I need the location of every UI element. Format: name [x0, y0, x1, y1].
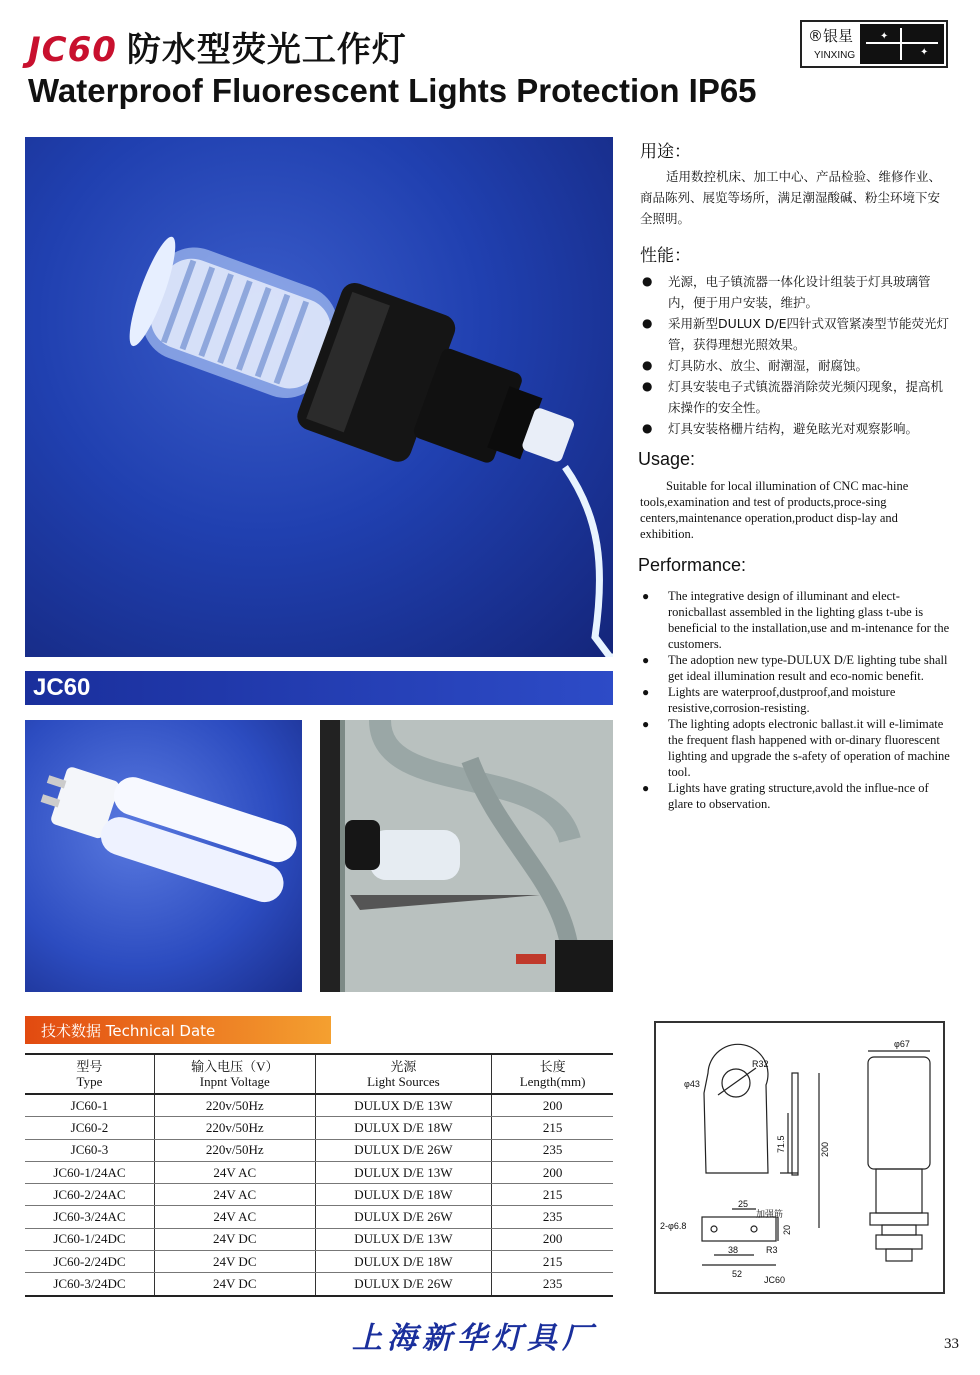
tech-data-title: 技术数据 Technical Date: [41, 1022, 216, 1040]
table-row: JC60-1/24AC 24V AC DULUX D/E 13W 200: [25, 1161, 613, 1183]
usage-cn-heading: 用途：: [640, 142, 691, 162]
col-header-length: 长度 Length(mm): [492, 1054, 613, 1094]
list-item: ● The integrative design of illuminant and elect-ronicballast assembled in the lighting glass t-ube is beneficial to the installation,use and m-intenance for the customers.: [640, 588, 950, 652]
performance-en-list: [640, 588, 950, 812]
usage-cn-text: 适用数控机床、加工中心、产品检验、维修作业、商品陈列、展览等场所，满足潮湿酸碱、粉尘环境下安全照明。: [640, 169, 942, 226]
brand-name: YINXING: [814, 50, 856, 61]
table-row: JC60-1/24DC 24V DC DULUX D/E 13W 200: [25, 1228, 613, 1250]
drawing-dim-r32: R32: [752, 1059, 769, 1069]
drawing-dim-25: 25: [738, 1199, 749, 1209]
table-row: JC60-2 220v/50Hz DULUX D/E 18W 215: [25, 1117, 613, 1139]
model-code: JC60: [28, 30, 117, 70]
page-title-cn: [28, 22, 407, 71]
model-label: JC60: [33, 674, 91, 701]
drawing-dim-20: 20: [782, 1224, 792, 1235]
list-item: ● 采用新型DULUX D/E四针式双管紧凑型节能荧光灯管，获得理想光照效果。: [640, 313, 952, 355]
list-item: ● 灯具安装格栅片结构，避免眩光对观察影响。: [640, 418, 952, 439]
title-cn-text: 防水型荧光工作灯: [126, 30, 407, 70]
model-label-bar: [25, 671, 613, 705]
drawing-dim-715: 71.5: [776, 1135, 786, 1153]
drawing-note-rib: 加强筋: [756, 1209, 784, 1219]
table-row: JC60-3/24AC 24V AC DULUX D/E 26W 235: [25, 1206, 613, 1228]
drawing-dim-d67: φ67: [894, 1039, 910, 1049]
col-header-light-source: 光源 Light Sources: [315, 1054, 491, 1094]
performance-cn-heading: 性能：: [640, 246, 691, 266]
usage-en-heading: Usage:: [638, 449, 696, 469]
table-header-row: [25, 1054, 613, 1094]
table-row: JC60-2/24DC 24V DC DULUX D/E 18W 215: [25, 1251, 613, 1273]
page-title-en: Waterproof Fluorescent Lights Protection IP65: [28, 72, 757, 109]
spec-table: [25, 1053, 613, 1297]
brand-mark-text: ®银星: [808, 27, 854, 45]
performance-en-heading: Performance:: [638, 555, 747, 575]
list-item: ● 光源，电子镇流器一体化设计组装于灯具玻璃管内，便于用户安装，维护。: [640, 271, 952, 313]
manufacturer-name: 上海新华灯具厂: [352, 1321, 597, 1356]
list-item: ● The adoption new type-DULUX D/E lighting tube shall get ideal illumination result and eco-nomic benefit.: [640, 652, 950, 684]
col-header-voltage: 输入电压（V） Inpnt Voltage: [154, 1054, 315, 1094]
installation-photo: [320, 720, 613, 992]
list-item: ● 灯具安装电子式镇流器消除荧光频闪现象，提高机床操作的安全性。: [640, 376, 952, 418]
drawing-dim-52: 52: [732, 1269, 743, 1279]
drawing-dim-d43: φ43: [684, 1079, 700, 1089]
table-row: JC60-2/24AC 24V AC DULUX D/E 18W 215: [25, 1184, 613, 1206]
page-number: 33: [944, 1336, 959, 1352]
lamp-tube-photo: [25, 720, 302, 992]
performance-cn-list: [640, 271, 952, 439]
brand-emblem-icon: ✦ ✦: [860, 24, 944, 64]
drawing-dim-38: 38: [728, 1245, 739, 1255]
product-photo: [25, 137, 613, 657]
usage-en-text: Suitable for local illumination of CNC mac-hine tools,examination and test of products,proce-sing centers,maintenance operation,product disp-lay and exhibition.: [640, 479, 909, 541]
drawing-model: JC60: [764, 1275, 786, 1285]
dimension-drawing: [654, 1021, 945, 1294]
col-header-type: 型号 Type: [25, 1054, 154, 1094]
drawing-dim-r3: R3: [766, 1245, 778, 1255]
table-row: JC60-3 220v/50Hz DULUX D/E 26W 235: [25, 1139, 613, 1161]
list-item: ● Lights are waterproof,dustproof,and moisture resistive,corrosion-resisting.: [640, 684, 950, 716]
list-item: ● Lights have grating structure,avold the influe-nce of glare to observation.: [640, 780, 950, 812]
brand-logo: [800, 20, 948, 68]
table-row: JC60-3/24DC 24V DC DULUX D/E 26W 235: [25, 1273, 613, 1296]
drawing-dim-200: 200: [820, 1141, 830, 1157]
list-item: ● The lighting adopts electronic ballast.it will e-limimate the frequent flash happened with or-dinary fluorescent lighting and upgrade the s-afety of operation of machine tool.: [640, 716, 950, 780]
drawing-dim-holes: 2-φ6.8: [660, 1221, 687, 1231]
list-item: ● 灯具防水、放尘、耐潮湿，耐腐蚀。: [640, 355, 952, 376]
tech-data-title-bar: [25, 1016, 331, 1044]
table-row: JC60-1 220v/50Hz DULUX D/E 13W 200: [25, 1094, 613, 1117]
